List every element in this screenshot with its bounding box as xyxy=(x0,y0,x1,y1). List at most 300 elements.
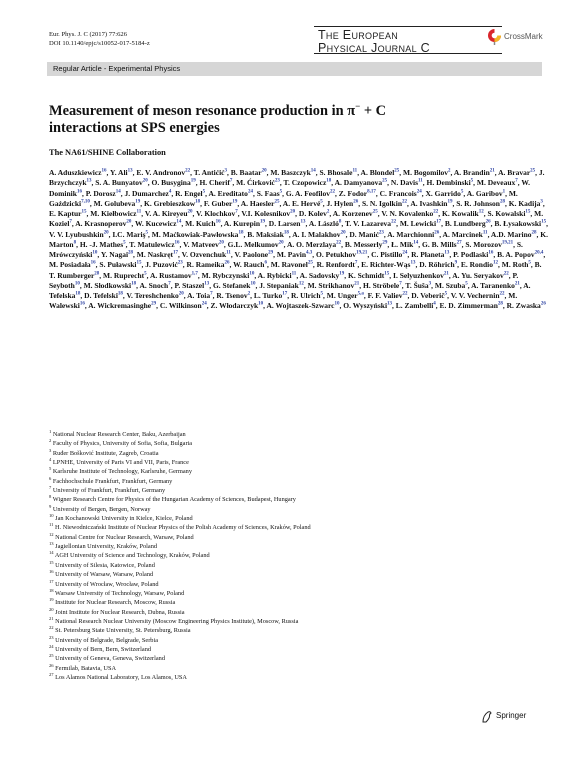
author-affiliation-ref[interactable]: 29 xyxy=(382,240,388,246)
author-entry xyxy=(145,260,183,269)
author-affiliation-ref[interactable]: 20 xyxy=(103,230,109,235)
author-entry xyxy=(410,199,452,208)
author-name: V. N. Kovalenko xyxy=(381,209,434,218)
author-entry xyxy=(363,281,402,290)
author-entry xyxy=(497,250,543,259)
author-affiliation-ref[interactable]: 10 xyxy=(334,301,340,307)
author-affiliation-ref[interactable]: 4 xyxy=(168,189,172,194)
author-affiliation-ref[interactable]: 24 xyxy=(201,301,207,307)
author-name: M. Pavin xyxy=(276,250,307,259)
author-affiliation-ref[interactable]: 5 xyxy=(320,199,323,205)
author-entry xyxy=(145,209,193,218)
author-name: M. Unger xyxy=(326,291,358,300)
affiliation-text: University of Geneva, Geneva, Switzerland xyxy=(53,655,165,663)
author-affiliation-ref[interactable]: 5 xyxy=(144,271,147,276)
author-affiliation-ref[interactable]: 25 xyxy=(530,168,536,174)
author-entry xyxy=(419,260,457,269)
author-affiliation-ref[interactable]: 25 xyxy=(307,260,313,266)
author-affiliation-ref[interactable]: 11 xyxy=(226,250,231,256)
author-affiliation-ref[interactable]: 25 xyxy=(274,199,280,205)
author-list: A. Aduszkiewicz$^{16}$, Y. Ali$^{13}$, E. V. Andronov$^{22}$, T. Antićić$^3$, B. Baatar$^{20}$, M. Baszczyk$^{14}$, S. Bhosale$^{11}$, A. Blondel$^{25}$, M. Bogomilov$^2$, A. Brandin$^{21}$, A. Bravar$^{25}$, J. Brzychczyk$^{13}$, S. A. Bunyatov$^{20}$, O. Busygina$^{19}$, H. Cherif$^7$, M. Ćirković$^{23}$, T. Czopowicz$^{18}$, A. Damyanova$^{25}$, N. Davis$^{11}$, H. Dembinski$^5$, M. Deveaux$^7$, W. Dominik$^{16}$, P. Dorosz$^{14}$, J. Dumarchez$^4$, R. Engel$^5$, A. Ereditato$^{24}$, S. Faas$^5$, G. A. Feofilov$^{22}$, Z. Fodor$^{8,17}$, C. Francois$^{24}$, X. Garrido$^5$, A. Garibov$^1$, M. Gaździcki$^{7,10}$, M. Golubeva$^{19}$, K. Grebieszkow$^{18}$, F. Guber$^{19}$, A. Haesler$^{25}$, A. E. Hervé$^5$, J. Hylen$^{26}$, S. N. Igolkin$^{22}$, A. Ivashkin$^{19}$, S. R. Johnson$^{28}$, K. Kadija$^3$, E. Kaptur$^{15}$, M. Kiełbowicz$^{11}$, V. A. Kireyeu$^{20}$, V. Klochkov$^7$, V.I. Kolesnikov$^{20}$, D. Kolev$^2$, A. Korzenev$^{25}$, V. N. Kovalenko$^{22}$, K. Kowalik$^{12}$, S. Kowalski$^{15}$, M. Koziel$^7$, A. Krasnoperov$^{20}$, W. Kucewicz$^{14}$, M. Kuich$^{16}$, A. Kurepin$^{19}$, D. Larsen$^{13}$, A. László$^8$, T. V. Lazareva$^{22}$, M. Lewicki$^{17}$, B. Lundberg$^{26}$, B. Łysakowski$^{15}$, V. V. Lyubushkin$^{20}$, I.C. Mariş$^5$, M. Maćkowiak-Pawłowska$^{18}$, B. Maksiak$^{18}$, A. I. Malakhov$^{20}$, D. Manić$^{23}$, A. Marchionni$^{26}$, A. Marcinek$^{11}$, A.D. Marino$^{28}$, K. Marton$^8$, H. -J. Mathes$^5$, T. Matulewicz$^{16}$, V. Matveev$^{20}$, G.L. Melkumov$^{20}$, A. O. Merzlaya$^{22}$, B. Messerly$^{29}$, Ł. Mik$^{14}$, G. B. Mills$^{27}$, S. Morozov$^{19,21}$, S. Mrówczyński$^{10}$, Y. Nagai$^{28}$, M. Naskręt$^{17}$, V. Ozvenchuk$^{11}$, V. Paolone$^{29}$, M. Pavin$^{4,3}$, O. Petukhov$^{19,21}$, C. Pistillo$^{24}$, R. Płaneta$^{13}$, P. Podlaski$^{16}$, B. A. Popov$^{20,4}$, M. Posiadała$^{16}$, S. Puławski$^{15}$, J. Puzović$^{23}$, R. Rameika$^{26}$, W. Rauch$^6$, M. Ravonel$^{25}$, R. Renfordt$^7$, E. Richter-Wąs$^{13}$, D. Röhrich$^9$, E. Rondio$^{12}$, M. Roth$^5$, B. T. Rumberger$^{28}$, M. Ruprecht$^5$, A. Rustamov$^{1,7}$, M. Rybczynski$^{10}$, A. Rybicki$^{11}$, A. Sadovsky$^{19}$, K. Schmidt$^{15}$, I. Selyuzhenkov$^{21}$, A. Yu. Seryakov$^{22}$, P. Seyboth$^{10}$, M. Słodkowski$^{18}$, A. Snoch$^7$, P. Staszel$^{13}$, G. Stefanek$^{10}$, J. Stepaniak$^{12}$, M. Strikhanov$^{21}$, H. Ströbele$^7$, T. Šuša$^3$, M. Szuba$^5$, A. Taranenko$^{21}$, A. Tefelska$^{18}$, D. Tefelski$^{18}$, V. Tereshchenko$^{20}$, A. Toia$^7$, R. Tsenov$^2$, L. Turko$^{17}$, R. Ulrich$^5$, M. Unger$^{5,a}$, F. F. Valiev$^{22}$, D. Veberič$^5$, V. V. Vechernin$^{22}$, M. Walewski$^{16}$, A. Wickremasinghe$^{29}$, C. Wilkinson$^{24}$, Z. Włodarczyk$^{10}$, A. Wojtaszek-Szwarc$^{10}$, O. Wyszyński$^{13}$, L. Zambelli$^4$, E. D. Zimmerman$^{28}$, R. Zwaska$^{26}$ xyxy=(49,168,548,311)
author-entry xyxy=(477,178,518,187)
author-entry xyxy=(453,250,493,259)
author-entry xyxy=(174,281,209,290)
author-affiliation-ref[interactable]: 2 xyxy=(326,209,330,215)
author-affiliation-ref[interactable]: 14 xyxy=(413,240,419,246)
author-affiliation-ref[interactable]: 13 xyxy=(387,301,393,307)
author-affiliation-ref[interactable]: 20 xyxy=(142,178,148,184)
author-entry xyxy=(110,168,133,177)
author-entry xyxy=(80,240,126,249)
author-name: B. Messerly xyxy=(344,239,383,249)
journal-name-line2: Physical Journal C xyxy=(318,41,430,55)
author-entry xyxy=(320,168,358,177)
affiliation-text: National Centre for Nuclear Research, Warsaw, Poland xyxy=(53,533,194,541)
author-affiliation-ref[interactable]: 19 xyxy=(190,178,196,184)
author-name: Ł. Mik xyxy=(391,239,414,249)
author-affiliation-ref[interactable]: 8,17 xyxy=(367,189,376,194)
author-name: Z. Włodarczyk xyxy=(210,301,259,311)
author-affiliation-ref[interactable]: 7 xyxy=(210,291,213,297)
author-entry xyxy=(317,260,358,269)
author-affiliation-ref[interactable]: 5 xyxy=(145,230,149,235)
affiliation-item xyxy=(49,664,549,673)
author-entry xyxy=(461,260,498,269)
author-affiliation-ref[interactable]: 2 xyxy=(247,291,251,297)
author-affiliation-ref[interactable]: 11 xyxy=(291,271,297,276)
citation-header xyxy=(49,30,150,48)
author-affiliation-ref[interactable]: 13 xyxy=(410,260,416,266)
author-affiliation-ref[interactable]: 7 xyxy=(69,219,72,225)
author-affiliation-ref[interactable]: 17 xyxy=(173,250,179,256)
affiliation-number: 17 xyxy=(49,578,54,584)
author-affiliation-ref[interactable]: 10 xyxy=(249,271,255,276)
author-entry xyxy=(152,230,244,239)
affiliation-item xyxy=(49,486,549,495)
affiliation-number: 5 xyxy=(49,466,52,472)
author-affiliation-ref[interactable]: 10 xyxy=(74,281,80,287)
author-affiliation-ref[interactable]: 19,21 xyxy=(356,250,368,256)
author-affiliation-ref[interactable]: 5 xyxy=(279,189,283,194)
author-affiliation-ref[interactable]: 21 xyxy=(354,281,360,287)
affiliation-text: University of Silesia, Katowice, Poland xyxy=(53,561,155,569)
author-affiliation-ref[interactable]: 22 xyxy=(499,291,505,297)
springer-logo xyxy=(481,710,551,724)
author-affiliation-ref[interactable]: 21 xyxy=(489,168,495,174)
author-entry xyxy=(208,189,252,198)
author-affiliation-ref[interactable]: 16 xyxy=(174,240,180,246)
affiliation-number: 18 xyxy=(49,587,54,593)
author-affiliation-ref[interactable]: 15 xyxy=(541,219,547,225)
author-name: E. D. Zimmerman xyxy=(439,301,498,311)
author-affiliation-ref[interactable]: 29 xyxy=(268,250,274,256)
author-affiliation-ref[interactable]: 20 xyxy=(261,168,267,174)
author-affiliation-ref[interactable]: 7 xyxy=(168,281,171,287)
author-affiliation-ref[interactable]: 3 xyxy=(224,168,227,174)
title-line1: Measurement of meson resonance production in π xyxy=(49,102,356,119)
author-entry xyxy=(95,178,148,187)
author-entry xyxy=(426,178,473,187)
author-name: S. Bhosale xyxy=(319,168,353,177)
author-entry xyxy=(391,178,423,187)
author-affiliation-ref[interactable]: 24 xyxy=(416,189,422,194)
author-entry xyxy=(135,219,181,228)
author-affiliation-ref[interactable]: 5,a xyxy=(357,291,364,297)
author-entry xyxy=(443,230,488,239)
author-affiliation-ref[interactable]: 7,10 xyxy=(81,199,90,205)
author-entry xyxy=(136,168,190,177)
author-entry xyxy=(494,219,546,228)
author-affiliation-ref[interactable]: 12 xyxy=(298,281,304,287)
author-affiliation-ref[interactable]: 18 xyxy=(75,291,81,297)
author-affiliation-ref[interactable]: 6 xyxy=(264,260,267,266)
author-affiliation-ref[interactable]: 26 xyxy=(353,199,359,205)
author-name: F. F. Valiev xyxy=(367,291,403,300)
author-name: M. Deveaux xyxy=(476,178,516,188)
author-name: I.C. Mariş xyxy=(112,229,146,239)
affiliation-item xyxy=(49,645,549,654)
author-affiliation-ref[interactable]: 20 xyxy=(218,240,224,246)
author-affiliation-ref[interactable]: 11 xyxy=(418,178,423,184)
crossmark-badge[interactable] xyxy=(487,28,559,48)
author-entry xyxy=(391,240,418,249)
author-entry xyxy=(235,250,274,259)
affiliation-number: 6 xyxy=(49,475,52,481)
author-name: A. E. Hervé xyxy=(282,198,321,208)
author-entry xyxy=(348,271,389,280)
author-name: D. Veberič xyxy=(411,291,445,300)
author-affiliation-ref[interactable]: 12 xyxy=(478,209,484,215)
author-affiliation-ref[interactable]: 10 xyxy=(258,301,264,307)
author-affiliation-ref[interactable]: 7 xyxy=(399,281,402,287)
author-affiliation-ref[interactable]: 24 xyxy=(402,250,408,256)
author-affiliation-ref[interactable]: 23 xyxy=(378,230,384,235)
author-entry xyxy=(445,219,491,228)
author-entry xyxy=(380,189,422,198)
author-affiliation-ref[interactable]: 18 xyxy=(326,178,332,184)
author-affiliation-ref[interactable]: 14 xyxy=(310,168,316,174)
author-name: J. Stepaniak xyxy=(259,280,299,290)
author-affiliation-ref[interactable]: 21 xyxy=(514,281,520,287)
author-affiliation-ref[interactable]: 28 xyxy=(531,230,537,235)
author-affiliation-ref[interactable]: 5 xyxy=(528,260,531,266)
author-affiliation-ref[interactable]: 26 xyxy=(540,301,546,307)
author-affiliation-ref[interactable]: 15 xyxy=(384,271,390,276)
author-entry xyxy=(345,219,396,228)
author-entry xyxy=(183,240,224,249)
author-entry xyxy=(224,219,265,228)
author-affiliation-ref[interactable]: 13 xyxy=(300,219,306,225)
author-affiliation-ref[interactable]: 19 xyxy=(339,271,345,276)
author-entry xyxy=(233,260,267,269)
author-entry xyxy=(254,291,287,300)
author-entry xyxy=(127,291,184,300)
author-name: I. Selyuzhenkov xyxy=(393,270,444,280)
affiliation-number: 15 xyxy=(49,559,54,565)
affiliation-text: University of Wrocław, Wrocław, Poland xyxy=(53,580,159,588)
author-name: V. V. Vechernin xyxy=(450,291,500,300)
author-affiliation-ref[interactable]: 4,3 xyxy=(306,250,313,256)
author-affiliation-ref[interactable]: 14 xyxy=(115,189,121,194)
affiliation-number: 22 xyxy=(49,625,54,631)
affiliation-number: 12 xyxy=(49,531,54,537)
affiliation-number: 11 xyxy=(49,522,54,528)
affiliation-text: Karlsruhe Institute of Technology, Karlsruhe, Germany xyxy=(51,468,192,476)
author-affiliation-ref[interactable]: 19 xyxy=(447,199,453,205)
author-entry xyxy=(456,199,505,208)
author-affiliation-ref[interactable]: 5 xyxy=(202,189,206,194)
author-affiliation-ref[interactable]: 18 xyxy=(195,199,201,205)
author-affiliation-ref[interactable]: 1 xyxy=(502,189,506,194)
author-entry xyxy=(231,168,267,177)
author-affiliation-ref[interactable]: 28 xyxy=(499,199,505,205)
author-name: P. Seyboth xyxy=(49,270,519,290)
author-affiliation-ref[interactable]: 8 xyxy=(338,219,342,225)
author-affiliation-ref[interactable]: 29 xyxy=(151,301,157,307)
author-affiliation-ref[interactable]: 7 xyxy=(515,178,518,184)
author-entry xyxy=(49,230,109,239)
author-affiliation-ref[interactable]: 16 xyxy=(101,168,107,174)
affiliation-text: LPNHE, University of Paris VI and VII, Paris, France xyxy=(51,459,189,467)
author-entry xyxy=(368,291,408,300)
affiliation-item xyxy=(49,617,549,626)
author-affiliation-ref[interactable]: 3 xyxy=(540,199,543,205)
author-affiliation-ref[interactable]: 20 xyxy=(290,209,296,215)
author-entry xyxy=(308,281,360,290)
author-affiliation-ref[interactable]: 19,21 xyxy=(501,240,514,246)
affiliation-item xyxy=(49,598,549,607)
affiliation-number: 3 xyxy=(49,447,52,453)
author-affiliation-ref[interactable]: 18 xyxy=(117,291,123,297)
author-affiliation-ref[interactable]: 10 xyxy=(250,281,256,287)
author-affiliation-ref[interactable]: 25 xyxy=(394,168,400,174)
author-affiliation-ref[interactable]: 7 xyxy=(229,178,233,184)
author-name: M. Rybczynski xyxy=(201,270,250,280)
author-name: V. Matveev xyxy=(183,239,219,249)
author-entry xyxy=(187,291,212,300)
affiliation-item xyxy=(49,467,549,476)
author-affiliation-ref[interactable]: 26 xyxy=(224,260,230,266)
author-affiliation-ref[interactable]: 2 xyxy=(448,168,451,174)
author-affiliation-ref[interactable]: 16 xyxy=(79,301,85,307)
doi[interactable]: DOI 10.1140/epjc/s10052-017-5184-z xyxy=(49,40,150,47)
affiliation-item xyxy=(49,626,549,635)
author-affiliation-ref[interactable]: 22 xyxy=(330,189,336,194)
author-affiliation-ref[interactable]: 20,4 xyxy=(534,250,544,256)
affiliation-number: 24 xyxy=(49,643,54,649)
author-entry xyxy=(387,230,439,239)
author-affiliation-ref[interactable]: 25 xyxy=(372,209,378,215)
author-affiliation-ref[interactable]: 27 xyxy=(456,240,462,246)
affiliation-number: 14 xyxy=(49,550,54,556)
author-entry xyxy=(309,219,342,228)
author-affiliation-ref[interactable]: 16 xyxy=(215,219,221,225)
author-affiliation-ref[interactable]: 13 xyxy=(204,281,210,287)
author-name: A. O. Merzlaya xyxy=(287,239,337,249)
author-name: M. Ravonel xyxy=(270,260,308,270)
author-entry xyxy=(204,199,237,208)
author-name: A. Ereditato xyxy=(208,188,248,198)
author-affiliation-ref[interactable]: 12 xyxy=(492,260,498,266)
author-affiliation-ref[interactable]: 3 xyxy=(428,281,432,287)
author-name: V. Klochkov xyxy=(196,209,236,218)
affiliation-number: 21 xyxy=(49,615,54,621)
author-affiliation-ref[interactable]: 20 xyxy=(278,240,284,246)
author-entry xyxy=(333,209,378,218)
author-affiliation-ref[interactable]: 20 xyxy=(187,209,193,215)
affiliation-number: 4 xyxy=(49,456,52,462)
author-affiliation-ref[interactable]: 13 xyxy=(444,250,450,256)
affiliation-number: 1 xyxy=(49,428,52,434)
author-affiliation-ref[interactable]: 20 xyxy=(178,291,184,297)
author-name: X. Garrido xyxy=(425,188,461,198)
author-name: K. Kadija xyxy=(508,198,541,208)
author-affiliation-ref[interactable]: 28 xyxy=(497,301,503,307)
author-affiliation-ref[interactable]: 8 xyxy=(73,240,77,246)
author-entry xyxy=(362,199,407,208)
author-name: V. Ozvenchuk xyxy=(181,250,227,259)
author-affiliation-ref[interactable]: 5 xyxy=(460,189,464,194)
author-affiliation-ref[interactable]: 28 xyxy=(94,271,100,276)
author-entry xyxy=(471,281,520,290)
author-affiliation-ref[interactable]: 17 xyxy=(436,219,442,225)
author-affiliation-ref[interactable]: 16 xyxy=(90,260,96,266)
author-affiliation-ref[interactable]: 22 xyxy=(402,199,407,205)
author-affiliation-ref[interactable]: 22 xyxy=(336,240,342,246)
affiliation-text: Ruđer Bošković Institute, Zagreb, Croatia xyxy=(51,449,159,457)
author-entry xyxy=(277,250,312,259)
author-affiliation-ref[interactable]: 15 xyxy=(136,260,142,266)
author-entry xyxy=(160,301,207,310)
author-entry xyxy=(152,178,196,187)
affiliation-text: Wigner Research Centre for Physics of the Hungarian Academy of Sciences, Budapest, Hungary xyxy=(51,496,296,504)
author-affiliation-ref[interactable]: 19 xyxy=(232,199,238,205)
author-entry xyxy=(129,240,179,249)
author-affiliation-ref[interactable]: 19 xyxy=(135,199,141,205)
author-name: T. V. Lazareva xyxy=(344,219,392,229)
author-affiliation-ref[interactable]: 5 xyxy=(470,178,474,184)
author-name: E. Richter-Wąs xyxy=(361,260,411,270)
author-name: V. V. Lyubushkin xyxy=(49,229,104,239)
author-name: M. Ćirković xyxy=(236,178,275,188)
author-entry xyxy=(292,230,345,239)
author-name: M. Maćkowiak-Pawłowska xyxy=(151,229,239,239)
author-name: S. Mrówczyński xyxy=(49,239,523,259)
author-affiliation-ref[interactable]: 16 xyxy=(76,189,82,194)
author-affiliation-ref[interactable]: 24 xyxy=(247,189,253,194)
affiliation-text: Fermilab, Batavia, USA xyxy=(53,664,117,672)
author-affiliation-ref[interactable]: 11 xyxy=(352,168,358,174)
author-affiliation-ref[interactable]: 22 xyxy=(391,219,397,225)
author-name: A.D. Marino xyxy=(490,229,532,239)
author-affiliation-ref[interactable]: 5 xyxy=(465,281,468,287)
author-affiliation-ref[interactable]: 13 xyxy=(86,178,92,184)
author-entry xyxy=(487,209,530,218)
author-name: A. Wojtaszek-Szwarc xyxy=(266,301,335,311)
author-entry xyxy=(299,209,329,218)
author-affiliation-ref[interactable]: 25 xyxy=(382,178,388,184)
author-affiliation-ref[interactable]: 20 xyxy=(126,219,132,225)
author-affiliation-ref[interactable]: 15 xyxy=(81,209,87,215)
author-name: L. Zambelli xyxy=(395,301,434,311)
author-affiliation-ref[interactable]: 11 xyxy=(482,230,488,235)
author-affiliation-ref[interactable]: 1,7 xyxy=(191,271,198,276)
author-affiliation-ref[interactable]: 18 xyxy=(238,230,244,235)
author-name: E. Rondio xyxy=(460,260,493,270)
author-entry xyxy=(335,178,388,187)
author-affiliation-ref[interactable]: 26 xyxy=(434,230,440,235)
author-name: G.L. Melkumov xyxy=(227,239,279,249)
author-affiliation-ref[interactable]: 5 xyxy=(123,240,126,246)
author-name: Y. Nagai xyxy=(100,250,129,259)
author-name: M. Szuba xyxy=(434,280,466,290)
author-affiliation-ref[interactable]: 9 xyxy=(454,260,458,266)
author-affiliation-ref[interactable]: 18 xyxy=(131,281,137,287)
author-affiliation-ref[interactable]: 19 xyxy=(260,219,266,225)
author-name: A. Rybicki xyxy=(257,270,292,280)
author-name: C. Wilkinson xyxy=(159,301,202,311)
author-entry xyxy=(259,281,304,290)
author-entry xyxy=(49,260,96,269)
author-entry xyxy=(287,240,341,249)
author-affiliation-ref[interactable]: 20 xyxy=(340,230,346,235)
author-affiliation-ref[interactable]: 5 xyxy=(444,291,448,297)
author-affiliation-ref[interactable]: 22 xyxy=(185,168,191,174)
author-affiliation-ref[interactable]: 17 xyxy=(282,291,288,297)
author-affiliation-ref[interactable]: 7 xyxy=(235,209,238,215)
author-affiliation-ref[interactable]: 15 xyxy=(525,209,531,215)
author-affiliation-ref[interactable]: 23 xyxy=(177,260,183,266)
author-name: R. Engel xyxy=(175,188,203,198)
author-affiliation-ref[interactable]: 13 xyxy=(127,168,133,174)
author-affiliation-ref[interactable]: 4 xyxy=(433,301,436,307)
affiliation-item xyxy=(49,439,549,448)
author-affiliation-ref[interactable]: 22 xyxy=(433,209,439,215)
author-affiliation-ref[interactable]: 26 xyxy=(485,219,491,225)
author-affiliation-ref[interactable]: 16 xyxy=(488,250,494,256)
author-affiliation-ref[interactable]: 7 xyxy=(354,260,358,266)
author-name: Z. Fodor xyxy=(338,188,368,198)
author-affiliation-ref[interactable]: 21 xyxy=(443,271,449,276)
author-entry xyxy=(327,291,364,300)
author-entry xyxy=(99,260,141,269)
affiliation-item xyxy=(49,477,549,486)
author-entry xyxy=(257,189,282,198)
author-affiliation-ref[interactable]: 11 xyxy=(136,209,142,215)
title-line2: interactions at SPS energies xyxy=(49,119,220,136)
author-affiliation-ref[interactable]: 14 xyxy=(176,219,182,225)
author-name: D. Kolev xyxy=(298,209,327,218)
author-affiliation-ref[interactable]: 22 xyxy=(402,291,408,297)
author-affiliation-ref[interactable]: 10 xyxy=(92,250,98,256)
author-name: A. Garibov xyxy=(466,188,503,198)
author-name: L. Turko xyxy=(253,291,283,300)
affiliation-item xyxy=(49,608,549,617)
author-entry xyxy=(396,301,436,310)
article-title xyxy=(49,98,529,137)
author-affiliation-ref[interactable]: 5 xyxy=(320,291,324,297)
author-affiliation-ref[interactable]: 28 xyxy=(128,250,134,256)
author-name: V. Tereshchenko xyxy=(126,291,179,300)
author-affiliation-ref[interactable]: 22 xyxy=(503,271,509,276)
author-entry xyxy=(345,240,388,249)
author-entry xyxy=(266,301,339,310)
author-name: H. Ströbele xyxy=(363,280,400,290)
author-affiliation-ref[interactable]: 23 xyxy=(274,178,280,184)
author-name: E. V. Andronov xyxy=(136,168,186,177)
author-affiliation-ref[interactable]: 18 xyxy=(283,230,289,235)
author-name: A. Tefelska xyxy=(49,280,531,300)
